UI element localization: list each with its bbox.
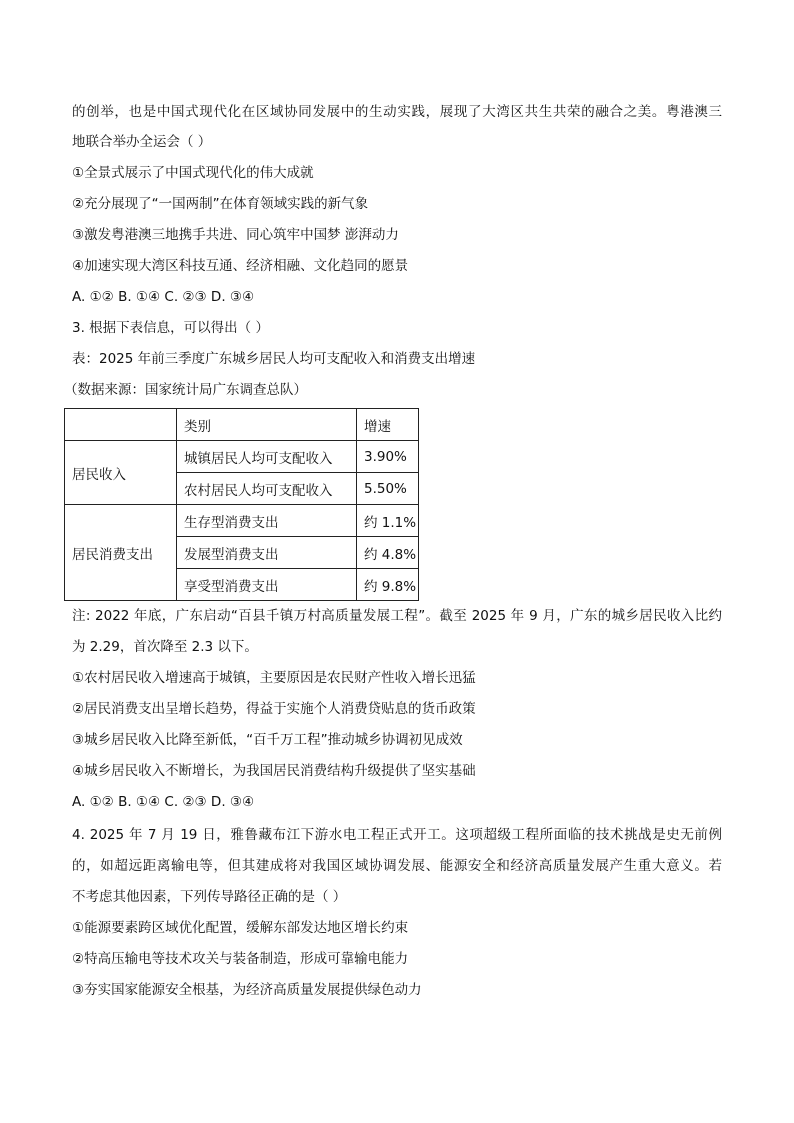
q3-table-source: （数据来源：国家统计局广东调查总队）: [64, 382, 307, 398]
table-row: [65, 505, 419, 537]
table-header-category: 类别: [177, 409, 357, 441]
table-cell-rate: 约 4.8%: [357, 537, 419, 569]
q2-option-2: ②充分展现了“一国两制”在体育领域实践的新气象: [72, 196, 369, 212]
table-group-consumption: 居民消费支出: [65, 505, 177, 601]
q3-option-1: ①农村居民收入增速高于城镇，主要原因是农民财产性收入增长迅猛: [72, 670, 476, 686]
table-header-rate: 增速: [357, 409, 419, 441]
table-cell-item: 享受型消费支出: [177, 569, 357, 601]
q2-option-1: ①全景式展示了中国式现代化的伟大成就: [72, 165, 314, 181]
q3-stem: 3. 根据下表信息，可以得出（ ）: [72, 320, 269, 336]
q4-option-1: ①能源要素跨区域优化配置，缓解东部发达地区增长约束: [72, 920, 409, 936]
q2-option-4: ④加速实现大湾区科技互通、经济相融、文化趋同的愿景: [72, 258, 409, 274]
q3-option-2: ②居民消费支出呈增长趋势，得益于实施个人消费贷贴息的货币政策: [72, 701, 476, 717]
q3-choices: A. ①② B. ①④ C. ②③ D. ③④: [72, 794, 255, 810]
q2-choices: A. ①② B. ①④ C. ②③ D. ③④: [72, 289, 255, 305]
table-row: [65, 441, 419, 473]
table-cell-rate: 5.50%: [357, 473, 419, 505]
table-cell-rate: 约 1.1%: [357, 505, 419, 537]
q3-option-4: ④城乡居民收入不断增长，为我国居民消费结构升级提供了坚实基础: [72, 763, 476, 779]
table-cell-item: 农村居民人均可支配收入: [177, 473, 357, 505]
table-cell-rate: 3.90%: [357, 441, 419, 473]
q4-stem-line3: 不考虑其他因素，下列传导路径正确的是（ ）: [72, 889, 347, 905]
table-header-row: [65, 409, 419, 441]
q3-table-title: 表：2025 年前三季度广东城乡居民人均可支配收入和消费支出增速: [72, 351, 476, 367]
q4-option-3: ③夯实国家能源安全根基，为经济高质量发展提供绿色动力: [72, 982, 422, 998]
q3-option-3: ③城乡居民收入比降至新低，“百千万工程”推动城乡协调初见成效: [72, 732, 463, 748]
table-cell-rate: 约 9.8%: [357, 569, 419, 601]
q3-note-line1: 注: 2022 年底，广东启动“百县千镇万村高质量发展工程”。截至 2025 年 9 月，广东的城乡居民收入比约: [72, 608, 722, 624]
q4-stem-line2: 的，如超远距离输电等，但其建成将对我国区域协调发展、能源安全和经济高质量发展产生重大意义。若: [72, 858, 722, 874]
data-table: [64, 408, 419, 601]
table-group-income: 居民收入: [65, 441, 177, 505]
q4-option-2: ②特高压输电等技术攻关与装备制造，形成可靠输电能力: [72, 951, 409, 967]
table-cell-item: 生存型消费支出: [177, 505, 357, 537]
q4-stem-line1: 4. 2025 年 7 月 19 日，雅鲁藏布江下游水电工程正式开工。这项超级工程所面临的技术挑战是史无前例: [72, 827, 722, 843]
q2-option-3: ③激发粤港澳三地携手共进、同心筑牢中国梦 澎湃动力: [72, 227, 399, 243]
q3-note-line2: 为 2.29，首次降至 2.3 以下。: [72, 639, 258, 655]
table-cell-item: 发展型消费支出: [177, 537, 357, 569]
q2-stem-line2: 地联合举办全运会（ ）: [72, 134, 212, 150]
table-cell-item: 城镇居民人均可支配收入: [177, 441, 357, 473]
q2-stem-line1: 的创举，也是中国式现代化在区域协同发展中的生动实践，展现了大湾区共生共荣的融合之美。粤港澳三: [72, 104, 722, 120]
table-header-empty: [65, 409, 177, 441]
